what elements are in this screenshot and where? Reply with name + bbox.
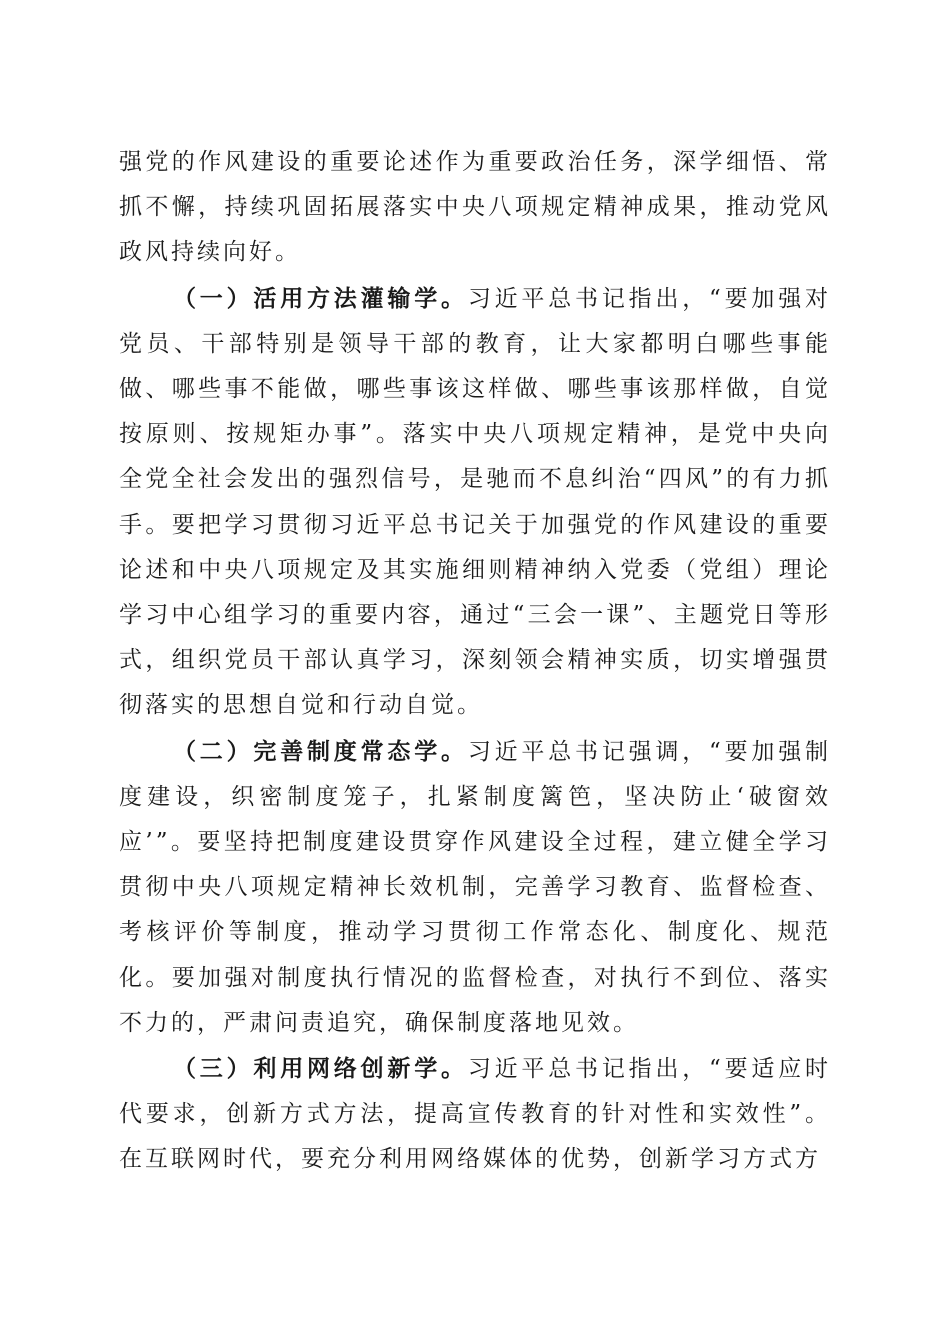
section-heading-1: （一）活用方法灌输学。 (173, 284, 468, 312)
paragraph-intro-continuation (119, 140, 831, 276)
paragraph-section-2 (119, 729, 831, 1046)
paragraph-text: 习近平总书记指出，“要适应时代要求，创新方式方法，提高宣传教育的针对性和实效性”。在互联网时代，要充分利用网络媒体的优势，创新学习方式方 (119, 1056, 832, 1173)
section-heading-3: （三）利用网络创新学。 (173, 1055, 468, 1083)
paragraph-section-3 (119, 1046, 831, 1183)
paragraph-section-1 (119, 276, 831, 729)
paragraph-text: 强党的作风建设的重要论述作为重要政治任务，深学细悟、常抓不懈，持续巩固拓展落实中央八项规定精神成果，推动党风政风持续向好。 (119, 149, 831, 266)
paragraph-text: 习近平总书记强调，“要加强制度建设，织密制度笼子，扎紧制度篱笆，坚决防止‘破窗效应’”。要坚持把制度建设贯穿作风建设全过程，建立健全学习贯彻中央八项规定精神长效机制，完善学习教育、监督检查、考核评价等制度，推动学习贯彻工作常态化、制度化、规范化。要加强对制度执行情况的监督检查，对执行不到位、落实不力的，严肃问责追究，确保制度落地见效。 (119, 738, 832, 1036)
document-body (119, 140, 831, 1183)
section-heading-2: （二）完善制度常态学。 (173, 737, 468, 765)
paragraph-text: 习近平总书记指出，“要加强对党员、干部特别是领导干部的教育，让大家都明白哪些事能做、哪些事不能做，哪些事该这样做、哪些事该那样做，自觉按原则、按规矩办事”。落实中央八项规定精神，是党中央向全党全社会发出的强烈信号，是驰而不息纠治“四风”的有力抓手。要把学习贯彻习近平总书记关于加强党的作风建设的重要论述和中央八项规定及其实施细则精神纳入党委（党组）理论学习中心组学习的重要内容，通过“三会一课”、主题党日等形式，组织党员干部认真学习，深刻领会精神实质，切实增强贯彻落实的思想自觉和行动自觉。 (119, 285, 832, 719)
